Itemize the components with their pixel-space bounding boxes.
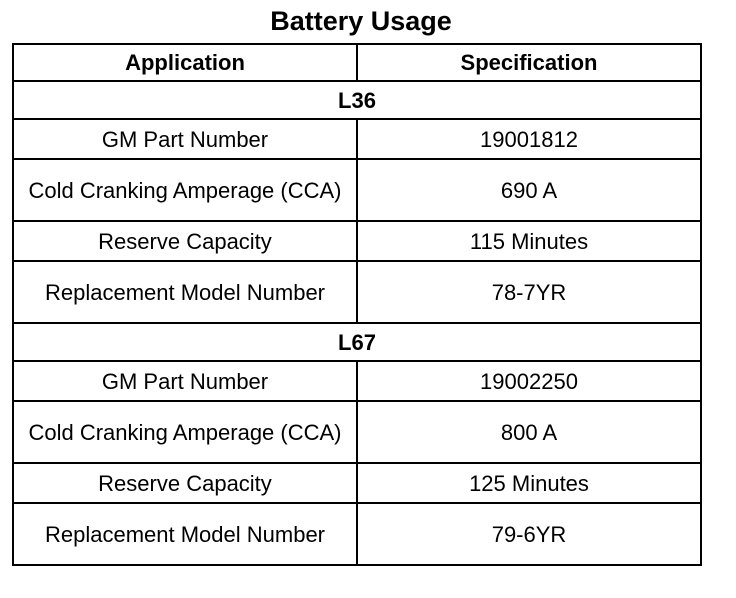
table-row [13,361,701,401]
section-row-l36 [13,81,701,119]
section-label: L67 [13,323,701,361]
header-row [13,44,701,81]
specification-cell: 79-6YR [357,503,701,565]
table-row [13,261,701,323]
application-cell: Reserve Capacity [13,221,357,261]
application-cell: Replacement Model Number [13,503,357,565]
application-cell: Reserve Capacity [13,463,357,503]
table-row [13,401,701,463]
specification-cell: 800 A [357,401,701,463]
application-cell: GM Part Number [13,119,357,159]
table-title: Battery Usage [270,6,452,36]
application-cell: Cold Cranking Amperage (CCA) [13,159,357,221]
application-cell: Cold Cranking Amperage (CCA) [13,401,357,463]
application-cell: Replacement Model Number [13,261,357,323]
application-cell: GM Part Number [13,361,357,401]
specification-cell: 19001812 [357,119,701,159]
specification-cell: 78-7YR [357,261,701,323]
column-header-application: Application [13,44,357,81]
table-row [13,119,701,159]
table-row [13,503,701,565]
specification-cell: 690 A [357,159,701,221]
table-row [13,463,701,503]
column-header-specification: Specification [357,44,701,81]
table-row [13,221,701,261]
specification-cell: 115 Minutes [357,221,701,261]
section-label: L36 [13,81,701,119]
specification-cell: 125 Minutes [357,463,701,503]
table-row [13,159,701,221]
battery-usage-table [12,43,702,566]
section-row-l67 [13,323,701,361]
specification-cell: 19002250 [357,361,701,401]
